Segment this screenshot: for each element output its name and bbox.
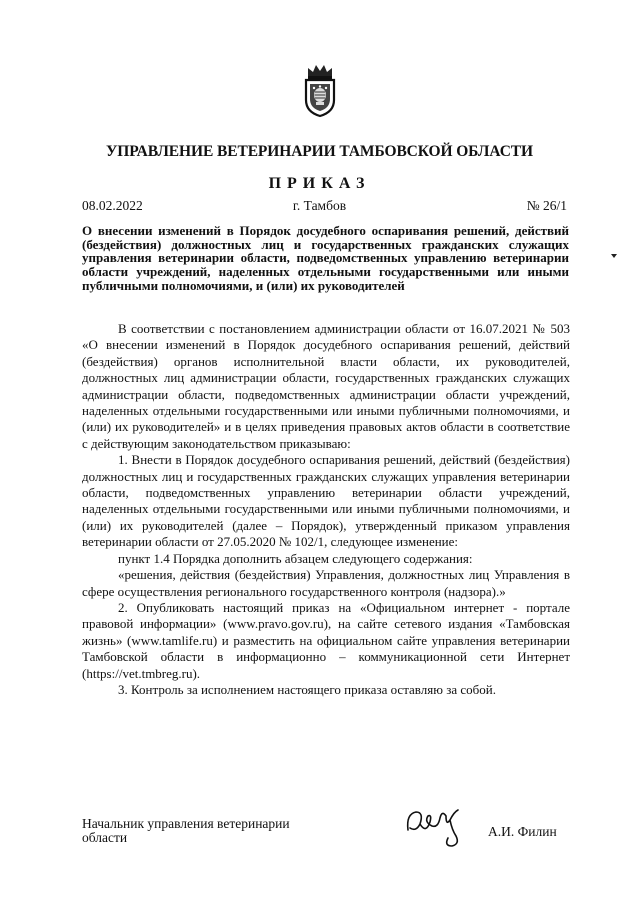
item-1-point-paragraph: пункт 1.4 Порядка дополнить абзацем следующего содержания:: [118, 550, 473, 566]
document-city: г. Тамбов: [292, 198, 347, 213]
tambov-coat-of-arms-icon: [300, 62, 340, 118]
document-type-heading: ПРИКАЗ: [268, 175, 371, 192]
order-body: [82, 321, 570, 698]
handwritten-signature: [402, 800, 474, 848]
intro-paragraph: В соответствии с постановлением администрации области от 16.07.2021 № 503 «О внесении изменений в Порядок досудебного оспаривания решений, действий (бездействия) органов исполнительной власти области, их руководителей, должностных лиц администрации области, государственных гражданских служащих администрации области, подведомственных администрации области учреждений, наделенных отдельными государственными или иными публичными полномочиями, и (или) их руководителей» и в целях приведения правовых актов области в соответствие с действующим законодательством приказываю:: [82, 321, 570, 451]
signatory-name: А.И. Филин: [488, 824, 557, 839]
stray-mark: [611, 254, 617, 258]
item-1-paragraph: 1. Внести в Порядок досудебного оспаривания решений, действий (бездействия) должностных лиц и государственных гражданских служащих управления ветеринарии области, подведомственных управлению ветеринарии области учреждений, наделенных отдельными государственными или иными публичными полномочиями, и (или) их руководителей (далее – Порядок), утвержденный приказом управления ветеринарии области от 27.05.2020 № 102/1, следующее изменение:: [82, 452, 570, 550]
organization-title: УПРАВЛЕНИЕ ВЕТЕРИНАРИИ ТАМБОВСКОЙ ОБЛАСТИ: [106, 143, 533, 160]
signatory-title: Начальник управления ветеринарии области: [82, 816, 290, 845]
order-subject: О внесении изменений в Порядок досудебного оспаривания решений, действий (бездействия) должностных лиц и государственных гражданских служащих управления ветеринарии области, подведомственных управлению ветеринарии области учреждений, наделенных отдельными государственными или иными публичными полномочиями, и (или) их руководителей: [82, 223, 569, 293]
item-3-paragraph: 3. Контроль за исполнением настоящего приказа оставляю за собой.: [118, 681, 496, 697]
document-date: 08.02.2022: [82, 198, 143, 213]
item-1-quote-paragraph: «решения, действия (бездействия) Управления, должностных лиц Управления в сфере осуществления регионального государственного контроля (надзора).»: [82, 567, 570, 599]
document-number: № 26/1: [526, 198, 567, 213]
item-2-paragraph: 2. Опубликовать настоящий приказ на «Официальном интернет - портале правовой информации» (www.pravo.gov.ru), на сайте сетевого издания «Тамбовская жизнь» (www.tamlife.ru) и разместить на официальном сайте управления ветеринарии Тамбовской области в информационно – коммуникационной сети Интернет (https://vet.tmbreg.ru).: [82, 599, 570, 681]
